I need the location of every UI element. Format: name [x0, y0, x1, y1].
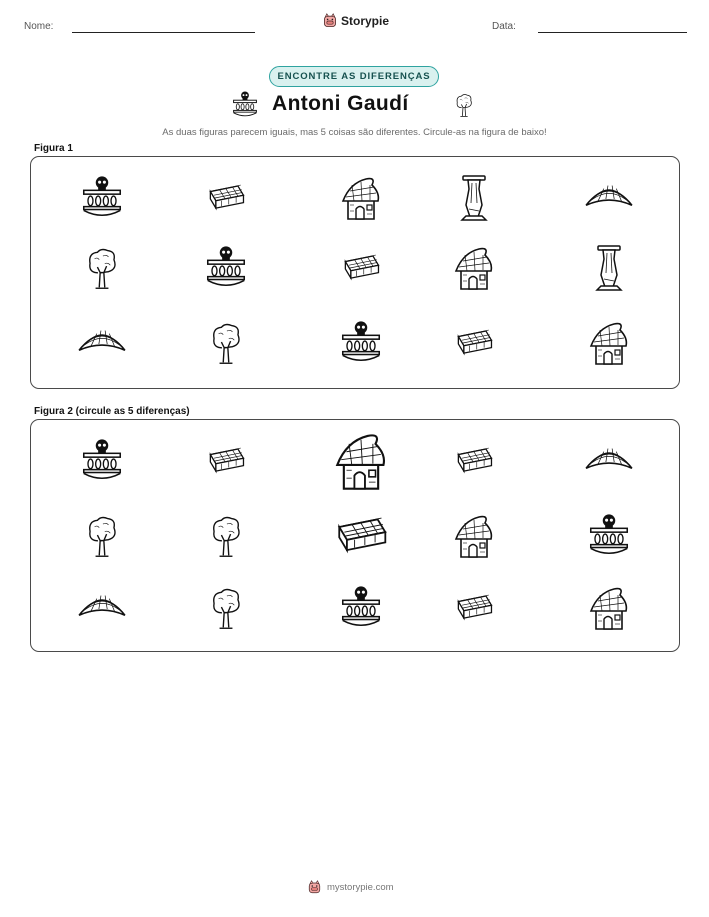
pig-icon — [307, 880, 322, 895]
bench-icon — [338, 245, 384, 291]
figure1-label: Figura 1 — [34, 143, 73, 154]
date-line[interactable] — [538, 32, 687, 33]
grid-cell[interactable] — [76, 317, 128, 369]
name-label: Nome: — [24, 21, 54, 32]
grid-cell[interactable] — [76, 582, 128, 634]
balcony-icon — [78, 437, 126, 485]
grid-cell[interactable] — [451, 438, 497, 484]
grid-cell[interactable] — [584, 318, 634, 368]
grid-cell[interactable] — [203, 320, 249, 366]
grid-cell[interactable] — [449, 243, 499, 293]
tree-icon — [79, 513, 125, 559]
grid-cell[interactable] — [584, 243, 634, 293]
dome-icon — [583, 172, 635, 224]
dome-icon — [583, 435, 635, 487]
dome-icon — [76, 317, 128, 369]
grid-cell[interactable] — [337, 584, 385, 632]
grid-cell[interactable] — [337, 319, 385, 367]
grid-cell[interactable] — [78, 174, 126, 222]
balcony-icon — [337, 584, 385, 632]
grid-cell[interactable] — [451, 320, 497, 366]
grid-cell[interactable] — [583, 435, 635, 487]
grid-cell[interactable] — [583, 172, 635, 224]
page-title: Antoni Gaudí — [272, 92, 409, 115]
grid-cell[interactable] — [203, 175, 249, 221]
name-line[interactable] — [72, 32, 255, 33]
grid-cell[interactable] — [584, 583, 634, 633]
tree-icon — [203, 585, 249, 631]
grid-cell[interactable] — [336, 173, 386, 223]
grid-cell[interactable] — [338, 245, 384, 291]
house-icon — [584, 583, 634, 633]
title-tree-icon — [451, 91, 477, 119]
grid-cell[interactable] — [203, 585, 249, 631]
grid-cell[interactable] — [203, 438, 249, 484]
balcony-icon — [78, 174, 126, 222]
activity-badge: ENCONTRE AS DIFERENÇAS — [269, 66, 439, 87]
bench-icon — [451, 320, 497, 366]
column-icon — [449, 173, 499, 223]
bench-icon — [203, 438, 249, 484]
brand-name: Storypie — [341, 14, 390, 28]
tree-icon — [79, 245, 125, 291]
brand-logo — [322, 13, 389, 29]
grid-cell[interactable] — [329, 504, 393, 568]
title-balcony-icon — [230, 90, 260, 120]
house-icon — [449, 243, 499, 293]
grid-cell[interactable] — [203, 513, 249, 559]
footer-site: mystorypie.com — [327, 882, 394, 893]
grid-cell[interactable] — [79, 513, 125, 559]
balcony-icon — [585, 512, 633, 560]
pig-icon — [322, 13, 338, 29]
dome-icon — [76, 582, 128, 634]
tree-icon — [203, 320, 249, 366]
date-label: Data: — [492, 21, 516, 32]
house-icon — [328, 428, 394, 494]
bench-icon — [451, 585, 497, 631]
column-icon — [584, 243, 634, 293]
house-icon — [336, 173, 386, 223]
grid-cell[interactable] — [449, 511, 499, 561]
grid-cell[interactable] — [79, 245, 125, 291]
instructions: As duas figuras parecem iguais, mas 5 coisas são diferentes. Circule-as na figura de baixo! — [162, 127, 547, 138]
grid-cell[interactable] — [449, 173, 499, 223]
grid-cell[interactable] — [585, 512, 633, 560]
grid-cell[interactable] — [202, 244, 250, 292]
bench-icon — [329, 504, 393, 568]
grid-cell[interactable] — [451, 585, 497, 631]
house-icon — [449, 511, 499, 561]
tree-icon — [203, 513, 249, 559]
grid-cell[interactable] — [328, 428, 394, 494]
balcony-icon — [337, 319, 385, 367]
footer-brand — [307, 880, 394, 895]
bench-icon — [203, 175, 249, 221]
house-icon — [584, 318, 634, 368]
bench-icon — [451, 438, 497, 484]
figure2-label: Figura 2 (circule as 5 diferenças) — [34, 406, 190, 417]
balcony-icon — [202, 244, 250, 292]
grid-cell[interactable] — [78, 437, 126, 485]
